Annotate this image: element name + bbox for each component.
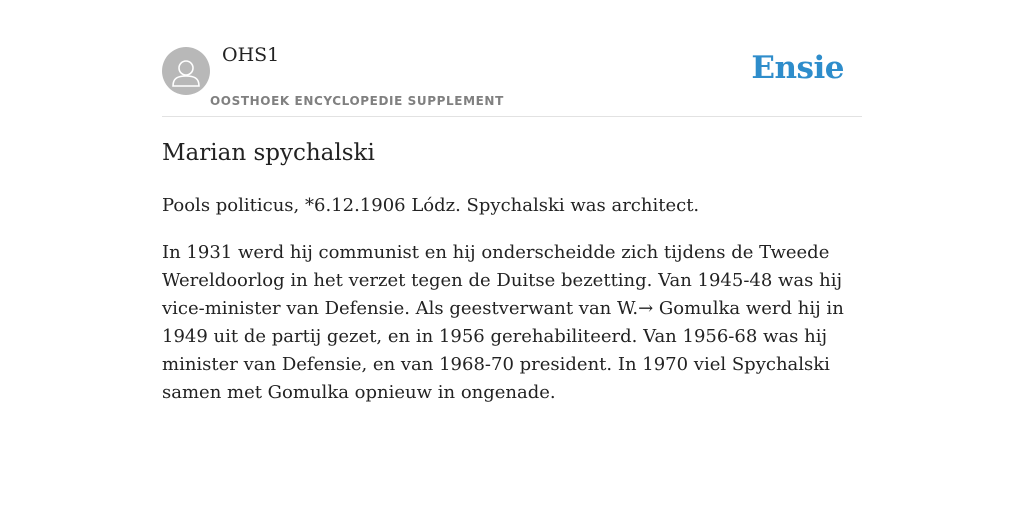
- header: [162, 0, 862, 117]
- article-title: Marian spychalski: [162, 140, 375, 166]
- avatar[interactable]: [162, 47, 210, 95]
- source-label[interactable]: OOSTHOEK ENCYCLOPEDIE SUPPLEMENT: [210, 94, 504, 108]
- author-name[interactable]: OHS1: [222, 44, 280, 66]
- user-icon: [162, 47, 210, 95]
- paragraph: Pools politicus, *6.12.1906 Lódz. Spychalski was architect.: [162, 195, 700, 216]
- page: [162, 0, 862, 403]
- article-body: [162, 192, 862, 426]
- brand-logo[interactable]: Ensie: [751, 50, 844, 86]
- paragraph: In 1931 werd hij communist en hij onderscheidde zich tijdens de Tweede Wereldoorlog in het verzet tegen de Duitse bezetting. Van 1945-48 was hij vice-minister van Defensie. Als geestverwant van W.→ Gomulka werd hij in 1949 uit de partij gezet, en in 1956 gerehabiliteerd. Van 1956-68 was hij minister van Defensie, en van 1968-70 president. In 1970 viel Spychalski samen met Gomulka opnieuw in ongenade.: [162, 242, 844, 403]
